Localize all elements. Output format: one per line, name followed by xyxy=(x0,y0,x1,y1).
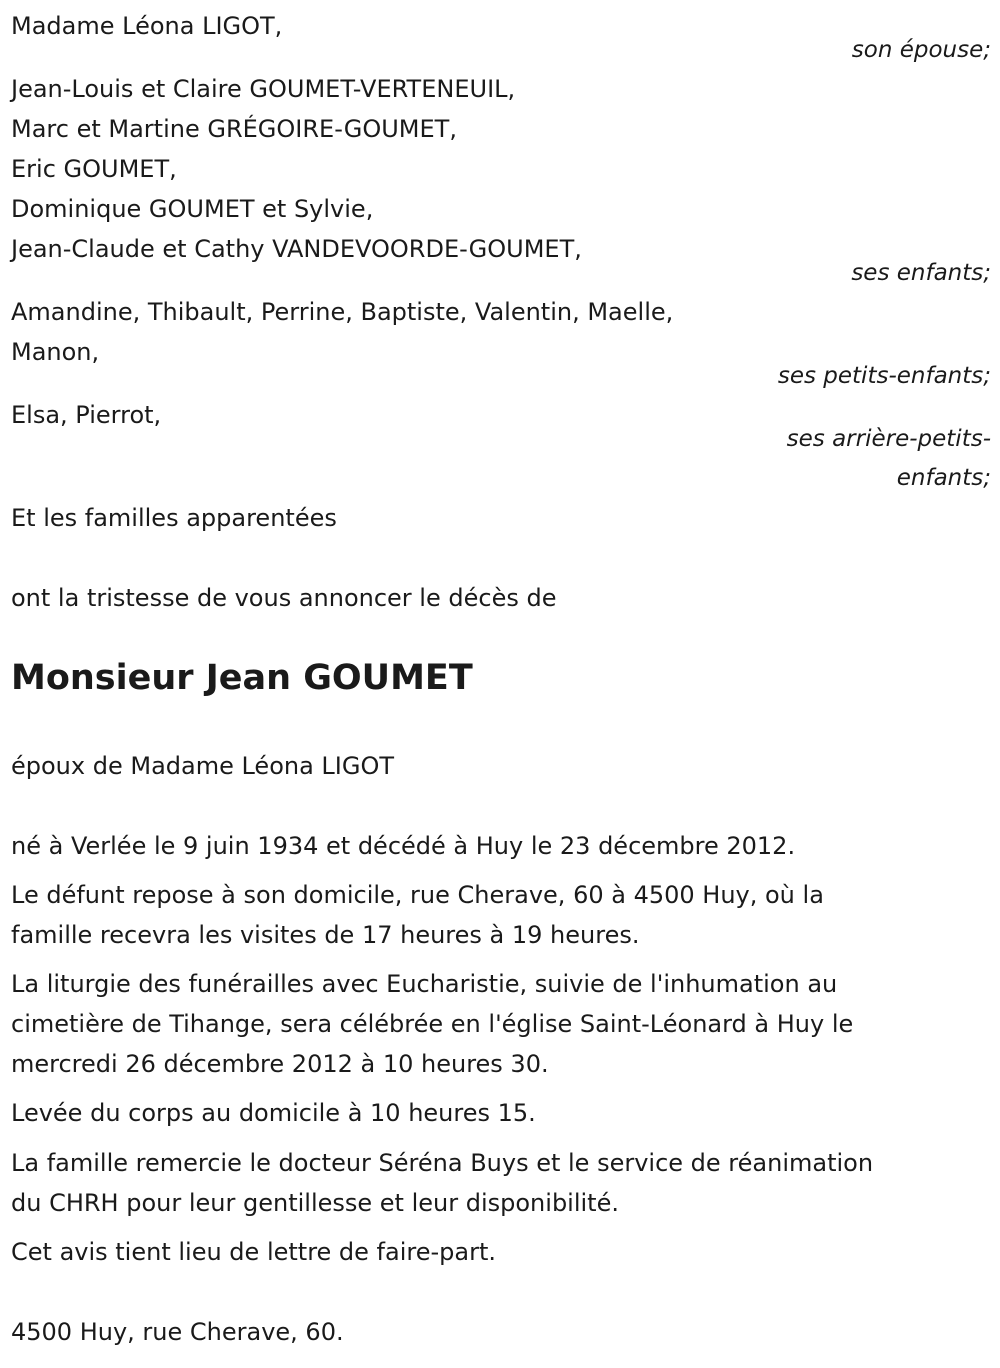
grandchildren-role: ses petits-enfants; xyxy=(777,363,991,389)
liturgy-line: mercredi 26 décembre 2012 à 10 heures 30. xyxy=(11,1050,549,1078)
great-grandchildren-role: enfants; xyxy=(896,465,991,491)
child-line: Marc et Martine GRÉGOIRE-GOUMET, xyxy=(11,115,457,143)
child-line: Eric GOUMET, xyxy=(11,155,177,183)
great-grandchildren-role: ses arrière-petits- xyxy=(786,426,991,452)
deceased-name: Monsieur Jean GOUMET xyxy=(11,658,473,698)
spouse-name: Madame Léona LIGOT, xyxy=(11,12,283,40)
birth-death-text: né à Verlée le 9 juin 1934 et décédé à Huy le 23 décembre 2012. xyxy=(11,832,796,860)
visitation-line: famille recevra les visites de 17 heures à 19 heures. xyxy=(11,921,640,949)
liturgy-line: La liturgie des funérailles avec Eucharistie, suivie de l'inhumation au xyxy=(11,970,838,998)
child-line: Jean-Louis et Claire GOUMET-VERTENEUIL, xyxy=(11,75,516,103)
family-address: 4500 Huy, rue Cherave, 60. xyxy=(11,1318,344,1346)
notice-text: Cet avis tient lieu de lettre de faire-part. xyxy=(11,1238,496,1266)
thanks-line: La famille remercie le docteur Séréna Buys et le service de réanimation xyxy=(11,1149,874,1177)
grandchildren-line: Manon, xyxy=(11,338,100,366)
child-line: Jean-Claude et Cathy VANDEVOORDE-GOUMET, xyxy=(11,235,582,263)
great-grandchildren-line: Elsa, Pierrot, xyxy=(11,401,162,429)
spouse-role: son épouse; xyxy=(851,37,991,63)
liturgy-line: cimetière de Tihange, sera célébrée en l'église Saint-Léonard à Huy le xyxy=(11,1010,854,1038)
levee-text: Levée du corps au domicile à 10 heures 15. xyxy=(11,1099,536,1127)
visitation-line: Le défunt repose à son domicile, rue Cherave, 60 à 4500 Huy, où la xyxy=(11,881,824,909)
grandchildren-line: Amandine, Thibault, Perrine, Baptiste, Valentin, Maelle, xyxy=(11,298,674,326)
related-families: Et les familles apparentées xyxy=(11,504,337,532)
children-role: ses enfants; xyxy=(851,260,991,286)
announcement-text: ont la tristesse de vous annoncer le décès de xyxy=(11,584,557,612)
thanks-line: du CHRH pour leur gentillesse et leur disponibilité. xyxy=(11,1189,619,1217)
child-line: Dominique GOUMET et Sylvie, xyxy=(11,195,374,223)
spouse-of: époux de Madame Léona LIGOT xyxy=(11,752,395,780)
